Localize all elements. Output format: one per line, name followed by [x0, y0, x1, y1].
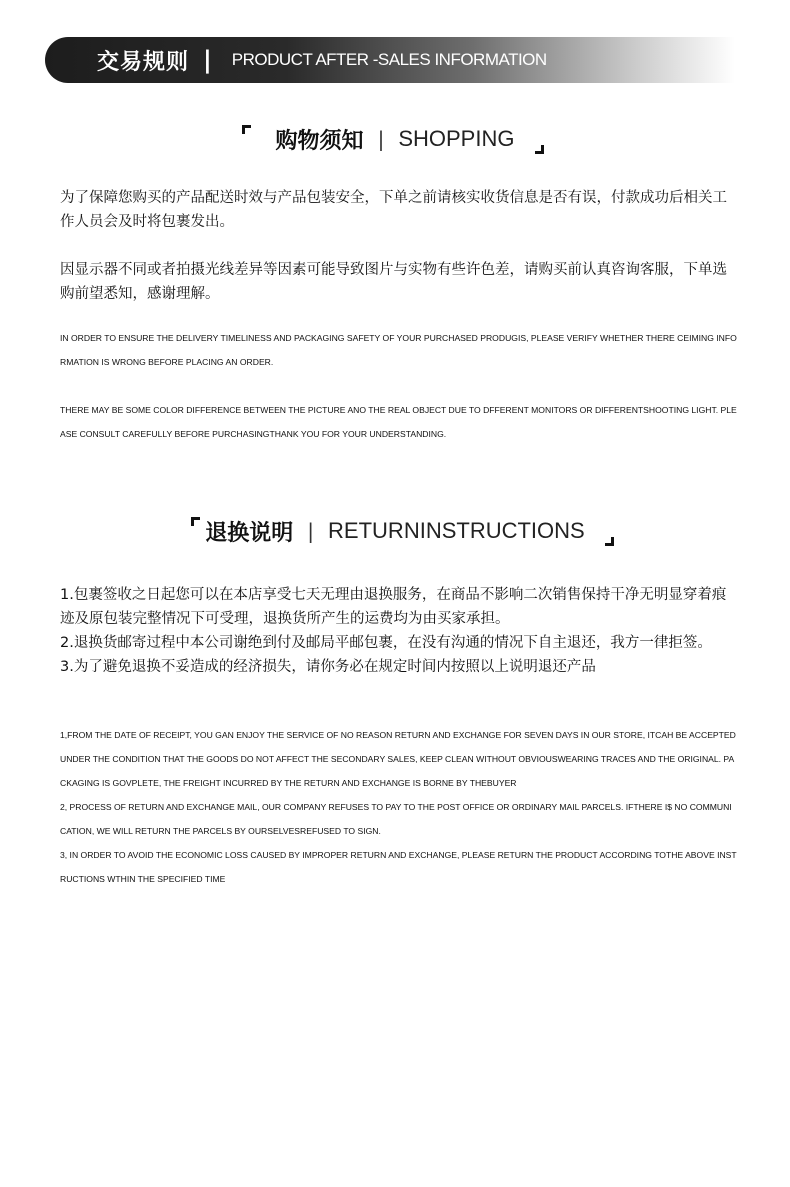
returns-title-cn: 退换说明 [205, 520, 294, 546]
shopping-paragraph-cn-2: 因显示器不同或者拍摄光线差异等因素可能导致图片与实物有些许色差，请购买前认真咨询客服，下单选购前望悉知，感谢理解。 [60, 262, 727, 302]
returns-paragraph-en: 1,FROM THE DATE OF RECEIPT, YOU GAN ENJOY THE SERVICE OF NO REASON RETURN AND EXCHANGE FOR SEVEN DAYS IN OUR STORE, ITCAH BE ACCEPTED UNDER THE CONDITION THAT THE GOODS DO NOT AFFECT THE SECONDARY SALES, KEEP CLEAN WITHOUT OBVIOUSWEARING TRACES AND THE ORIGINAL. PACKAGING IS GOVPLETE, THE FREIGHT INCURRED BY THE RETURN AND EXCHANGE IS BORNE BY THEBUYER 2, PROCESS OF RETURN AND EXCHANGE MAIL, OUR COMPANY REFUSES TO PAY TO THE POST OFFICE OR ORDINARY MAIL PARCELS. IFTHERE I$ NO COMMUNI CATION, WE WILL RETURN THE PARCELS BY OURSELVESREFUSED TO SIGN. 3, IN ORDER TO AVOID THE ECONOMIC LOSS CAUSED BY IMPROPER RETURN AND EXCHANGE, PLEASE RETURN THE PRODUCT ACCORDING TOTHE ABOVE INSTRUCTIONS WTHIN THE SPECIFIED TIME [60, 730, 737, 884]
banner-separator: | [203, 46, 212, 74]
shopping-paragraph-en-1: IN ORDER TO ENSURE THE DELIVERY TIMELINESS AND PACKAGING SAFETY OF YOUR PURCHASED PRODUGIS, PLEASE VERIFY WHETHER THERE CEIMING INFORMATION IS WRONG BEFORE PLACING AN ORDER. [60, 333, 737, 367]
returns-title-en: RETURNINSTRUCTIONS [328, 518, 585, 543]
returns-section-title [0, 514, 790, 548]
banner-title-en: PRODUCT AFTER -SALES INFORMATION [231, 50, 547, 69]
banner-title-cn: 交易规则 [97, 49, 190, 75]
shopping-paragraph-en-2: THERE MAY BE SOME COLOR DIFFERENCE BETWEEN THE PICTURE ANO THE REAL OBJECT DUE TO DFFERENT MONITORS OR DIFFERENTSHOOTING LIGHT. PLEASE CONSULT CAREFULLY BEFORE PURCHASINGTHANK YOU FOR YOUR UNDERSTANDING. [60, 405, 737, 439]
shopping-paragraph-cn-1: 为了保障您购买的产品配送时效与产品包装安全，下单之前请核实收货信息是否有误，付款成功后相关工作人员会及时将包裹发出。 [60, 190, 727, 230]
shopping-title-en: SHOPPING [398, 126, 515, 151]
header-banner [45, 37, 735, 83]
shopping-section-title [0, 122, 790, 156]
shopping-title-separator: | [377, 127, 385, 151]
returns-paragraph-cn: 1.包裹签收之日起您可以在本店享受七天无理由退换服务，在商品不影响二次销售保持干净无明显穿着痕迹及原包装完整情况下可受理，退换货所产生的运费均为由买家承担。 2.退换货邮寄过程中本公司谢绝到付及邮局平邮包裹，在没有沟通的情况下自主退还，我方一律拒签。 3.为了避免退换不妥造成的经济损失，请你务必在规定时间内按照以上说明退还产品 [60, 587, 727, 675]
shopping-title-cn: 购物须知 [275, 128, 364, 154]
returns-title-separator: | [307, 519, 315, 543]
